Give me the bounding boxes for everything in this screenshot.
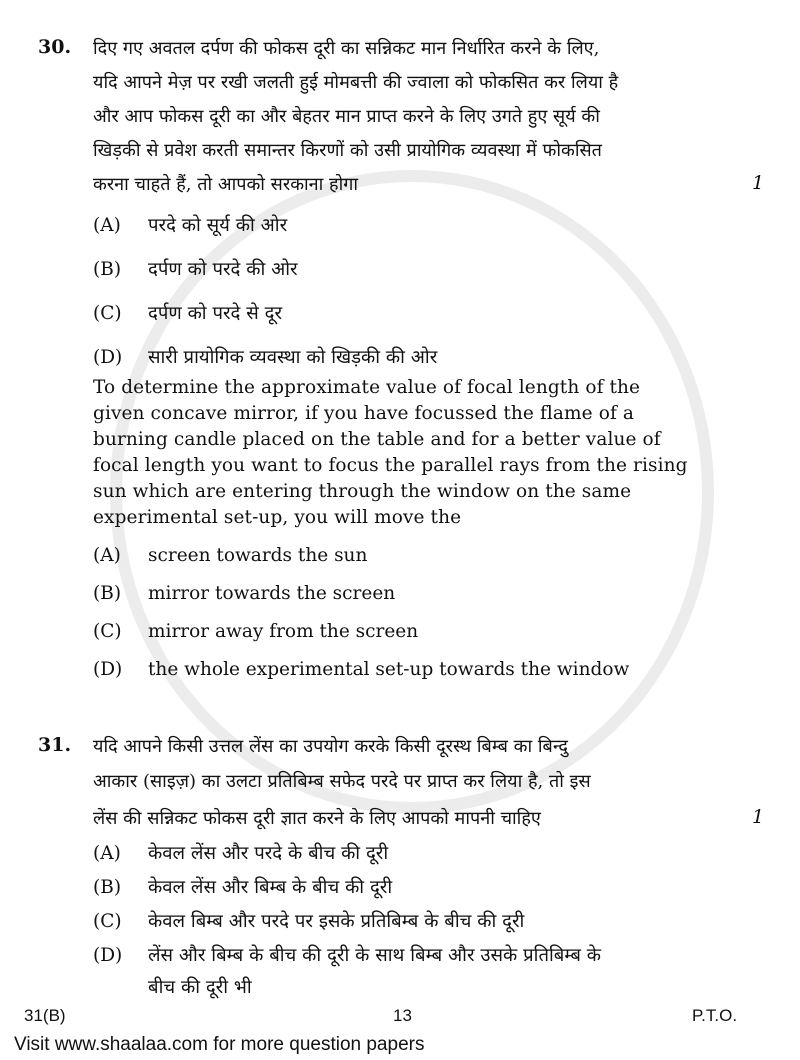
option bbox=[93, 659, 629, 680]
question-text-line: To determine the approximate value of focal length of the bbox=[93, 377, 641, 398]
option-text: the whole experimental set-up towards the window bbox=[148, 659, 630, 680]
question-text-line: given concave mirror, if you have focussed the flame of a bbox=[93, 403, 635, 424]
option-text: mirror towards the screen bbox=[148, 583, 396, 604]
option-label: (D) bbox=[93, 659, 123, 680]
paper-code: 31(B) bbox=[24, 1006, 66, 1025]
option-label: (C) bbox=[93, 303, 122, 324]
option-text: परदे को सूर्य की ओर bbox=[148, 215, 288, 236]
option bbox=[93, 874, 392, 899]
option-label: (A) bbox=[93, 545, 121, 566]
marks: 1 bbox=[752, 806, 765, 828]
question-text-line: sun which are entering through the window on the same bbox=[93, 481, 632, 502]
option-label: (C) bbox=[93, 911, 122, 932]
option bbox=[93, 256, 298, 281]
option bbox=[93, 300, 282, 325]
question-number: 31. bbox=[38, 734, 72, 756]
page-number: 13 bbox=[393, 1006, 412, 1025]
pto-label: P.T.O. bbox=[692, 1006, 738, 1025]
option-label: (D) bbox=[93, 945, 123, 966]
question-text-line: आकार (साइज़) का उलटा प्रतिबिम्ब सफेद परदे पर प्राप्त कर लिया है, तो इस bbox=[93, 771, 591, 792]
option-label: (B) bbox=[93, 259, 122, 280]
option-label: (D) bbox=[93, 347, 123, 368]
question-text-line: लेंस की सन्निकट फोकस दूरी ज्ञात करने के लिए आपको मापनी चाहिए bbox=[93, 808, 541, 829]
option-text: लेंस और बिम्ब के बीच की दूरी के साथ बिम्ब और उसके प्रतिबिम्ब के bbox=[148, 945, 602, 966]
option-text: दर्पण को परदे से दूर bbox=[148, 303, 283, 324]
option-label: (A) bbox=[93, 215, 121, 236]
option bbox=[93, 621, 418, 642]
option-text: सारी प्रायोगिक व्यवस्था को खिड़की की ओर bbox=[148, 347, 438, 368]
option-text: केवल लेंस और बिम्ब के बीच की दूरी bbox=[148, 877, 393, 898]
question-text-line: और आप फोकस दूरी का और बेहतर मान प्राप्त करने के लिए उगते हुए सूर्य की bbox=[93, 106, 600, 127]
option bbox=[93, 212, 287, 237]
question-number: 30. bbox=[38, 36, 72, 58]
option-text: दर्पण को परदे की ओर bbox=[148, 259, 298, 280]
option-text: केवल बिम्ब और परदे पर इसके प्रतिबिम्ब के बीच की दूरी bbox=[148, 911, 525, 932]
question-text-line: burning candle placed on the table and for a better value of bbox=[93, 429, 661, 450]
option-text: mirror away from the screen bbox=[148, 621, 419, 642]
option-label: (A) bbox=[93, 843, 121, 864]
question-text-line: दिए गए अवतल दर्पण की फोकस दूरी का सन्निकट मान निर्धारित करने के लिए, bbox=[93, 38, 600, 59]
option bbox=[93, 840, 388, 865]
option bbox=[93, 344, 437, 369]
visit-link[interactable]: Visit www.shaalaa.com for more question papers bbox=[14, 1034, 425, 1055]
option-text-continued: बीच की दूरी भी bbox=[148, 977, 252, 998]
option bbox=[93, 583, 395, 604]
question-text-line: यदि आपने किसी उत्तल लेंस का उपयोग करके किसी दूरस्थ बिम्ब का बिन्दु bbox=[93, 736, 568, 757]
option-text: screen towards the sun bbox=[148, 545, 368, 566]
question-text-line: focal length you want to focus the parallel rays from the rising bbox=[93, 455, 688, 476]
question-text-line: खिड़की से प्रवेश करती समान्तर किरणों को उसी प्रायोगिक व्यवस्था में फोकसित bbox=[93, 140, 602, 161]
marks: 1 bbox=[752, 172, 765, 194]
option-text: केवल लेंस और परदे के बीच की दूरी bbox=[148, 843, 389, 864]
question-text-line: experimental set-up, you will move the bbox=[93, 507, 462, 528]
question-text-line: यदि आपने मेज़ पर रखी जलती हुई मोमबत्ती की ज्वाला को फोकसित कर लिया है bbox=[93, 72, 619, 93]
question-text-line: करना चाहते हैं, तो आपको सरकाना होगा bbox=[93, 174, 359, 195]
option bbox=[93, 908, 524, 933]
option-label: (B) bbox=[93, 583, 122, 604]
option bbox=[93, 545, 367, 566]
option-label: (B) bbox=[93, 877, 122, 898]
option-label: (C) bbox=[93, 621, 122, 642]
option bbox=[93, 942, 601, 967]
